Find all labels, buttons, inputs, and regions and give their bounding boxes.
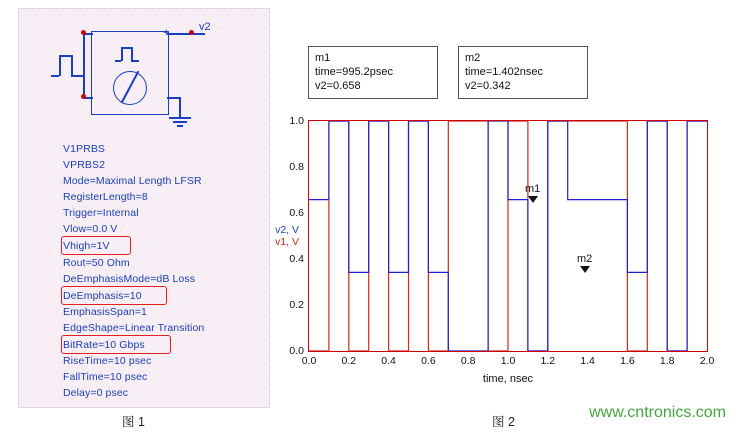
marker-m2-line2: time=1.402nsec: [465, 66, 543, 78]
y-tick-0.2: 0.2: [289, 299, 304, 311]
property-vlow: Vlow=0.0 V: [63, 223, 118, 235]
x-tick-1.0: 1.0: [500, 355, 516, 367]
component-name: V1PRBS: [63, 143, 106, 155]
property-fall-time: FallTime=10 psec: [63, 371, 148, 383]
y-tick-0.4: 0.4: [289, 253, 304, 265]
highlight-bitrate: [61, 335, 171, 354]
marker-readout-m2: [458, 46, 588, 99]
marker-m1-line1: m1: [315, 52, 331, 64]
property-deemphasis: DeEmphasis=10: [63, 290, 142, 302]
x-tick-1.8: 1.8: [659, 355, 675, 367]
port-plus-sign: +: [163, 27, 170, 39]
property-trigger: Trigger=Internal: [63, 207, 139, 219]
figure-1-caption: 图 1: [122, 415, 145, 429]
plot-marker-m1-arrow-icon: [528, 196, 538, 203]
highlight-deemphasis: [61, 286, 167, 305]
y-axis-label-v2: v2, V: [275, 224, 299, 236]
net-label-v2: v2: [199, 21, 211, 33]
property-deemphasis-mode: DeEmphasisMode=dB Loss: [63, 273, 196, 285]
figure-2-caption: 图 2: [492, 415, 515, 429]
property-vhigh: Vhigh=1V: [63, 240, 110, 252]
watermark-text: www.cntronics.com: [589, 404, 726, 421]
plot-marker-m2-arrow-icon: [580, 266, 590, 273]
x-tick-1.4: 1.4: [580, 355, 595, 367]
y-tick-0.6: 0.6: [289, 207, 304, 219]
figure-1-panel: [18, 8, 268, 429]
marker-m2-line3: v2=0.342: [465, 80, 511, 92]
plot-area: [309, 121, 707, 351]
property-rout: Rout=50 Ohm: [63, 257, 130, 269]
x-tick-0.6: 0.6: [421, 355, 436, 367]
property-delay: Delay=0 psec: [63, 387, 129, 399]
ground-icon: [169, 117, 191, 127]
wire-output: [167, 33, 205, 35]
figure-2-panel: [275, 8, 726, 429]
marker-m1-line3: v2=0.658: [315, 80, 361, 92]
x-tick-0.4: 0.4: [381, 355, 396, 367]
y-tick-1.0: 1.0: [289, 115, 304, 127]
component-model: VPRBS2: [63, 159, 106, 171]
property-emphasis-span: EmphasisSpan=1: [63, 306, 147, 318]
property-bitrate: BitRate=10 Gbps: [63, 339, 145, 351]
wire-ground-stem: [179, 97, 181, 117]
prbs-waveform-icon: [115, 47, 145, 61]
wire-ground-branch: [167, 97, 181, 99]
marker-m2-line1: m2: [465, 52, 481, 64]
x-axis-label: time, nsec: [482, 373, 534, 385]
plot-frame: [275, 115, 715, 385]
node-dot-output: [189, 30, 194, 35]
y-axis-label-v1: v1, V: [275, 236, 299, 248]
node-dot-top: [81, 30, 86, 35]
property-rise-time: RiseTime=10 psec: [63, 355, 152, 367]
y-tick-0.0: 0.0: [289, 345, 304, 357]
marker-readout-m1: [308, 46, 438, 99]
schematic-canvas: [18, 8, 270, 408]
property-register-length: RegisterLength=8: [63, 191, 148, 203]
property-mode: Mode=Maximal Length LFSR: [63, 175, 202, 187]
y-axis-label: [275, 224, 299, 248]
x-tick-2.0: 2.0: [699, 355, 715, 367]
node-dot-bottom: [81, 94, 86, 99]
plot-marker-m1-label: m1: [525, 183, 541, 195]
x-tick-0.0: 0.0: [301, 355, 317, 367]
x-tick-1.2: 1.2: [540, 355, 556, 367]
y-tick-0.8: 0.8: [289, 161, 304, 173]
x-tick-0.2: 0.2: [341, 355, 357, 367]
wire-left-vertical: [83, 33, 85, 99]
plot-marker-m2-label: m2: [577, 253, 593, 265]
plot-marker-m1: [525, 183, 540, 203]
property-edge-shape: EdgeShape=Linear Transition: [63, 322, 205, 334]
x-tick-0.8: 0.8: [460, 355, 476, 367]
waveform-svg: [309, 121, 707, 351]
marker-m1-line2: time=995.2psec: [315, 66, 393, 78]
highlight-vhigh: [61, 236, 131, 255]
plot-marker-m2: [577, 253, 592, 273]
x-tick-1.6: 1.6: [620, 355, 635, 367]
